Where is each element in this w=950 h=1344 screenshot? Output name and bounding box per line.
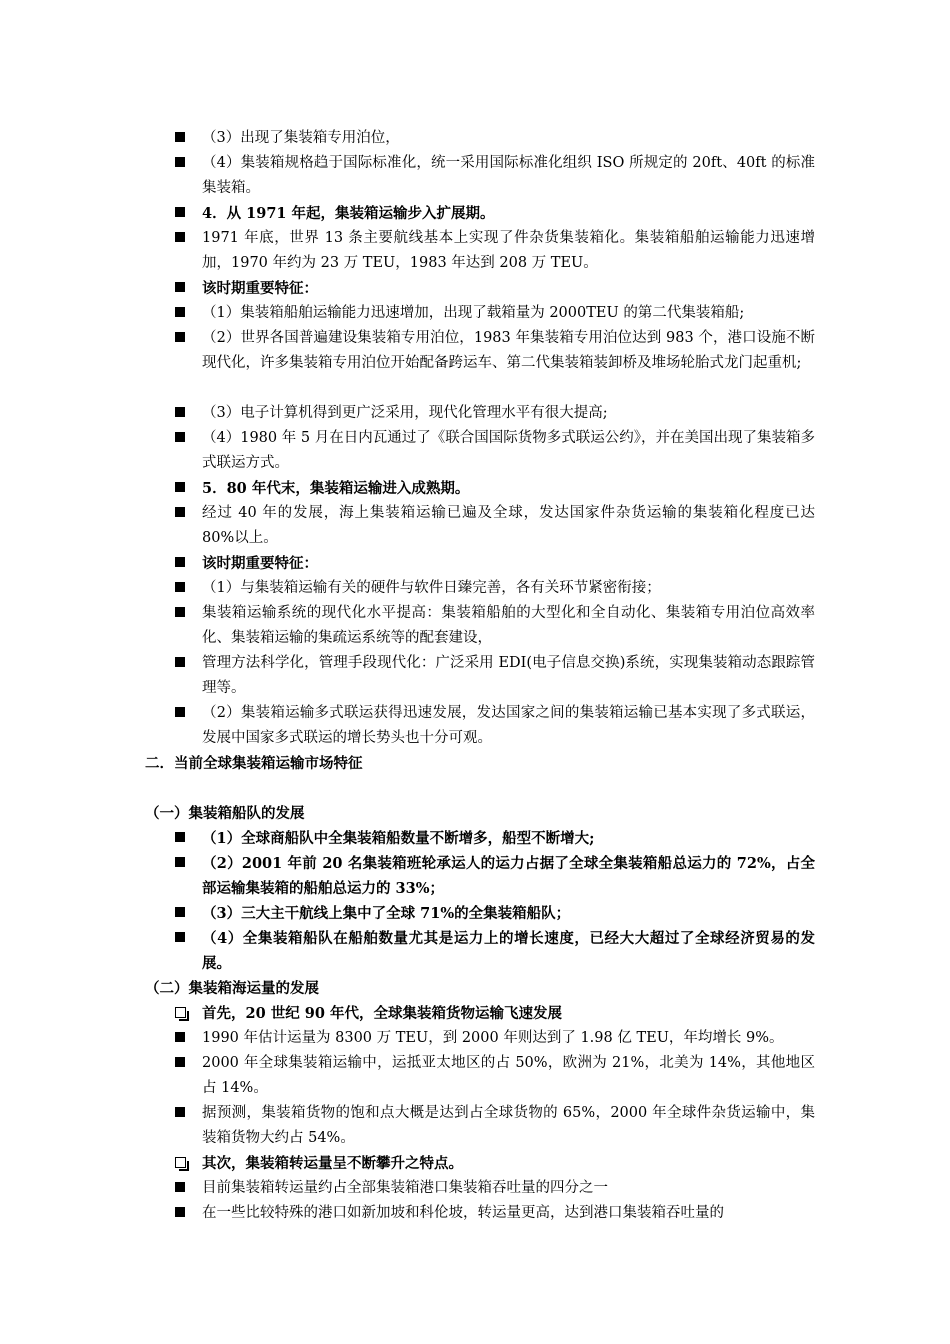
list-item-text: （3）电子计算机得到更广泛采用，现代化管理水平有很大提高; xyxy=(202,405,608,421)
list-item xyxy=(175,476,815,501)
list-item xyxy=(175,276,815,301)
subsection-heading: （二）集装箱海运量的发展 xyxy=(145,980,319,997)
list-item xyxy=(175,826,815,851)
square-bullet-icon xyxy=(175,201,197,226)
list-item-text: 2000 年全球集装箱运输中，运抵亚太地区的占 50%，欧洲为 21%，北美为 14%，其他地区占 14%。 xyxy=(202,1055,815,1096)
list-item-text: 首先，20 世纪 90 年代，全球集装箱货物运输飞速发展 xyxy=(202,1005,562,1022)
square-bullet-icon xyxy=(175,276,197,301)
list-item xyxy=(175,851,815,901)
list-item xyxy=(175,651,815,701)
square-bullet-icon xyxy=(175,851,197,876)
list-item xyxy=(175,1026,815,1051)
square-bullet-icon xyxy=(175,151,197,176)
list-item xyxy=(175,426,815,476)
list-item xyxy=(175,201,815,226)
square-bullet-icon xyxy=(175,1176,197,1201)
list-item xyxy=(175,401,815,426)
list-item xyxy=(175,601,815,651)
square-bullet-icon xyxy=(175,551,197,576)
square-bullet-icon xyxy=(175,1026,197,1051)
list-item-text: 该时期重要特征： xyxy=(202,555,318,572)
list-item-text: 经过 40 年的发展，海上集装箱运输已遍及全球，发达国家件杂货运输的集装箱化程度已达 80%以上。 xyxy=(202,505,815,546)
subsection-heading: （一）集装箱船队的发展 xyxy=(145,805,305,822)
square-bullet-icon xyxy=(175,401,197,426)
list-item xyxy=(175,151,815,201)
list-item xyxy=(175,926,815,976)
square-bullet-icon xyxy=(175,901,197,926)
square-bullet-icon xyxy=(175,601,197,626)
list-item-text: 目前集装箱转运量约占全部集装箱港口集装箱吞吐量的四分之一 xyxy=(202,1180,608,1196)
list-item-text: （2）世界各国普遍建设集装箱专用泊位，1983 年集装箱专用泊位达到 983 个，港口设施不断现代化，许多集装箱专用泊位开始配备跨运车、第二代集装箱装卸桥及堆场轮胎式龙门起重机; xyxy=(202,330,815,371)
square-bullet-icon xyxy=(175,426,197,451)
square-bullet-icon xyxy=(175,826,197,851)
list-item-text: 4．从 1971 年起，集装箱运输步入扩展期。 xyxy=(202,205,495,222)
square-bullet-icon xyxy=(175,1051,197,1076)
list-item xyxy=(175,501,815,551)
list-item-text: （1）全球商船队中全集装箱船数量不断增多，船型不断增大; xyxy=(202,830,595,847)
square-bullet-icon xyxy=(175,476,197,501)
list-item xyxy=(175,901,815,926)
square-bullet-icon xyxy=(175,226,197,251)
list-item-text: （3）三大主干航线上集中了全球 71%的全集装箱船队； xyxy=(202,905,571,922)
list-item-text: 管理方法科学化，管理手段现代化：广泛采用 EDI(电子信息交换)系统，实现集装箱动态跟踪管理等。 xyxy=(202,655,815,696)
square-bullet-icon xyxy=(175,326,197,351)
square-bullet-icon xyxy=(175,126,197,151)
list-item xyxy=(175,1101,815,1151)
list-item-text: （3）出现了集装箱专用泊位， xyxy=(202,130,400,146)
checkbox-bullet-icon xyxy=(175,1001,197,1026)
checkbox-bullet-icon xyxy=(175,1151,197,1176)
list-item-text: 据预测，集装箱货物的饱和点大概是达到占全球货物的 65%，2000 年全球件杂货运输中，集装箱货物大约占 54%。 xyxy=(202,1105,815,1146)
list-item xyxy=(175,551,815,576)
list-item xyxy=(175,1176,815,1201)
square-bullet-icon xyxy=(175,576,197,601)
list-item xyxy=(175,326,815,376)
list-item-text: （1）与集装箱运输有关的硬件与软件日臻完善，各有关环节紧密衔接； xyxy=(202,580,661,596)
square-bullet-icon xyxy=(175,301,197,326)
list-item xyxy=(175,301,815,326)
square-bullet-icon xyxy=(175,501,197,526)
list-item-text: （4）集装箱规格趋于国际标准化，统一采用国际标准化组织 ISO 所规定的 20ft、40ft 的标准集装箱。 xyxy=(202,155,815,196)
square-bullet-icon xyxy=(175,1201,197,1226)
square-bullet-icon xyxy=(175,1101,197,1126)
list-item-text: 集装箱运输系统的现代化水平提高：集装箱船舶的大型化和全自动化、集装箱专用泊位高效率化、集装箱运输的集疏运系统等的配套建设， xyxy=(202,605,815,646)
list-item xyxy=(175,126,815,151)
list-item xyxy=(175,1001,815,1026)
square-bullet-icon xyxy=(175,701,197,726)
list-item-text: 1971 年底，世界 13 条主要航线基本上实现了件杂货集装箱化。集装箱船舶运输能力迅速增加，1970 年约为 23 万 TEU，1983 年达到 208 万 TEU。 xyxy=(202,230,815,271)
list-item-text: 其次，集装箱转运量呈不断攀升之特点。 xyxy=(202,1155,463,1172)
list-item-text: （1）集装箱船舶运输能力迅速增加，出现了载箱量为 2000TEU 的第二代集装箱船; xyxy=(202,305,745,321)
list-item-text: 在一些比较特殊的港口如新加坡和科伦坡，转运量更高，达到港口集装箱吞吐量的 xyxy=(202,1205,724,1221)
list-item xyxy=(175,1201,815,1226)
list-item-text: （2）2001 年前 20 名集装箱班轮承运人的运力占据了全球全集装箱船总运力的 72%，占全部运输集装箱的船舶总运力的 33%； xyxy=(202,855,815,897)
list-item-text: 1990 年估计运量为 8300 万 TEU，到 2000 年则达到了 1.98 亿 TEU，年均增长 9%。 xyxy=(202,1030,784,1046)
list-item-text: 该时期重要特征： xyxy=(202,280,318,297)
list-item xyxy=(175,226,815,276)
square-bullet-icon xyxy=(175,926,197,951)
list-item-text: （2）集装箱运输多式联运获得迅速发展，发达国家之间的集装箱运输已基本实现了多式联运，发展中国家多式联运的增长势头也十分可观。 xyxy=(202,705,815,746)
list-item xyxy=(175,1051,815,1101)
list-item-text: 5．80 年代末，集装箱运输进入成熟期。 xyxy=(202,480,470,497)
list-item xyxy=(175,1151,815,1176)
square-bullet-icon xyxy=(175,651,197,676)
list-item xyxy=(175,701,815,751)
list-item-text: （4）全集装箱船队在船舶数量尤其是运力上的增长速度，已经大大超过了全球经济贸易的发展。 xyxy=(202,930,815,972)
list-item xyxy=(175,576,815,601)
section-heading: 二．当前全球集装箱运输市场特征 xyxy=(145,755,363,772)
list-item-text: （4）1980 年 5 月在日内瓦通过了《联合国国际货物多式联运公约》，并在美国出现了集装箱多式联运方式。 xyxy=(202,430,815,471)
